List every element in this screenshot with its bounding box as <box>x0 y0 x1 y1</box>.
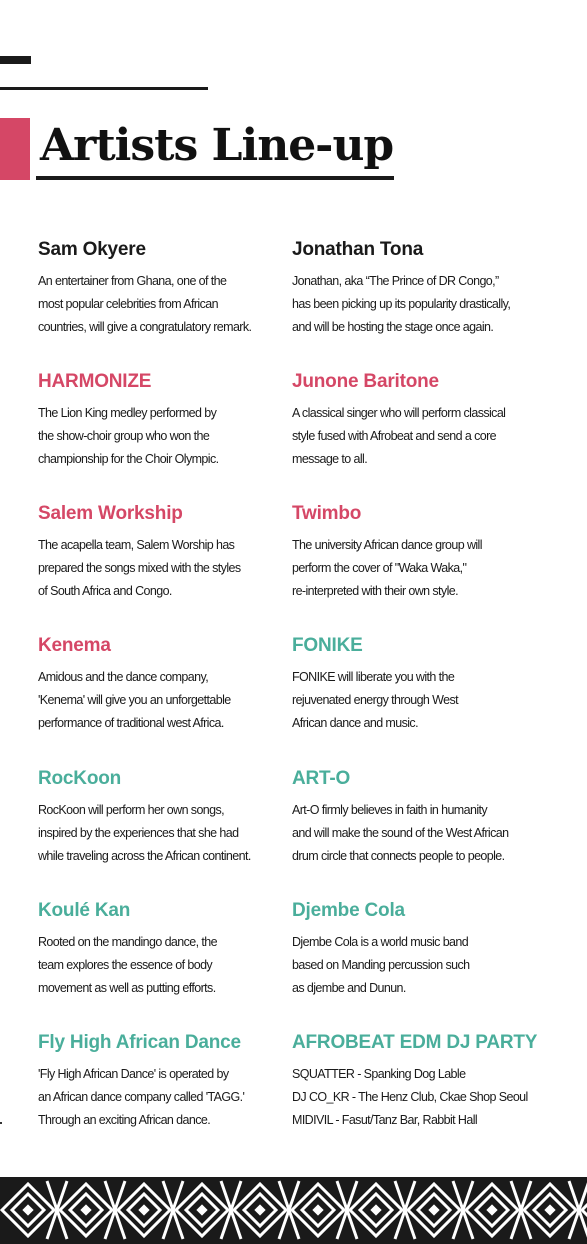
artist-description: Art-O firmly believes in faith in humanity and will make the sound of the West African drum circle that connects people to people. <box>292 803 509 863</box>
artist-sam-okyere <box>38 238 300 338</box>
artist-name: Twimbo <box>292 503 362 524</box>
artist-description: RocKoon will perform her own songs, inspired by the experiences that she had while traveling across the African continent. <box>38 803 251 863</box>
artist-fly-high-african-dance <box>38 1031 300 1131</box>
artist-description: The Lion King medley performed by the show-choir group who won the championship for the Choir Olympic. <box>38 406 219 466</box>
artist-description: Djembe Cola is a world music band based on Manding percussion such as djembe and Dunun. <box>292 935 470 995</box>
artist-description: A classical singer who will perform classical style fused with Afrobeat and send a core message to all. <box>292 406 506 466</box>
artist-name: Fly High African Dance <box>38 1032 241 1053</box>
artist-djembe-cola <box>292 899 562 999</box>
artist-description: Rooted on the mandingo dance, the team explores the essence of body movement as well as putting efforts. <box>38 935 217 995</box>
top-decor-bar <box>0 56 31 64</box>
artist-koule-kan <box>38 899 300 999</box>
artist-description: 'Fly High African Dance' is operated by an African dance company called 'TAGG.' Through an exciting African dance. <box>38 1067 245 1127</box>
artist-name: Sam Okyere <box>38 239 146 260</box>
artist-name: Koulé Kan <box>38 900 131 921</box>
artist-jonathan-tona <box>292 238 562 338</box>
artist-name: AFROBEAT EDM DJ PARTY <box>292 1032 538 1053</box>
artist-name: FONIKE <box>292 635 363 656</box>
artist-twimbo <box>292 502 562 602</box>
artist-description: The university African dance group will perform the cover of "Waka Waka," re-interpreted with their own style. <box>292 538 482 598</box>
artist-name: RocKoon <box>38 768 122 789</box>
artist-junone-baritone <box>292 370 562 470</box>
top-decor-line <box>0 87 208 90</box>
artist-description: SQUATTER - Spanking Dog Lable DJ CO_KR - The Henz Club, Ckae Shop Seoul MIDIVIL - Fasut/Tanz Bar, Rabbit Hall <box>292 1067 528 1127</box>
artist-name: Kenema <box>38 635 111 656</box>
artist-rockoon <box>38 767 300 867</box>
artist-description: FONIKE will liberate you with the rejuvenated energy through West African dance and music. <box>292 670 459 730</box>
title-accent-block <box>0 118 30 180</box>
african-pattern-border <box>0 1177 587 1244</box>
artist-description: Jonathan, aka “The Prince of DR Congo,” has been picking up its popularity drastically, and will be hosting the stage once again. <box>292 274 511 334</box>
artist-name: Djembe Cola <box>292 900 405 921</box>
page-title: Artists Line-up <box>40 120 394 171</box>
artist-salem-workship <box>38 502 300 602</box>
artist-name: HARMONIZE <box>38 371 152 392</box>
artist-description: The acapella team, Salem Worship has prepared the songs mixed with the styles of South Africa and Congo. <box>38 538 241 598</box>
artist-harmonize <box>38 370 300 470</box>
artist-afrobeat-edm-dj-party <box>292 1031 562 1131</box>
artist-name: Junone Baritone <box>292 371 439 392</box>
artist-name: Salem Workship <box>38 503 183 524</box>
decor-dot <box>0 1122 2 1124</box>
artist-description: Amidous and the dance company, 'Kenema' will give you an unforgettable performance of traditional west Africa. <box>38 670 231 730</box>
artist-fonike <box>292 634 562 734</box>
artist-description: An entertainer from Ghana, one of the most popular celebrities from African countries, will give a congratulatory remark. <box>38 274 252 334</box>
artist-kenema <box>38 634 300 734</box>
artist-art-o <box>292 767 562 867</box>
artist-name: Jonathan Tona <box>292 239 424 260</box>
title-underline <box>36 176 394 180</box>
artist-name: ART-O <box>292 768 351 789</box>
